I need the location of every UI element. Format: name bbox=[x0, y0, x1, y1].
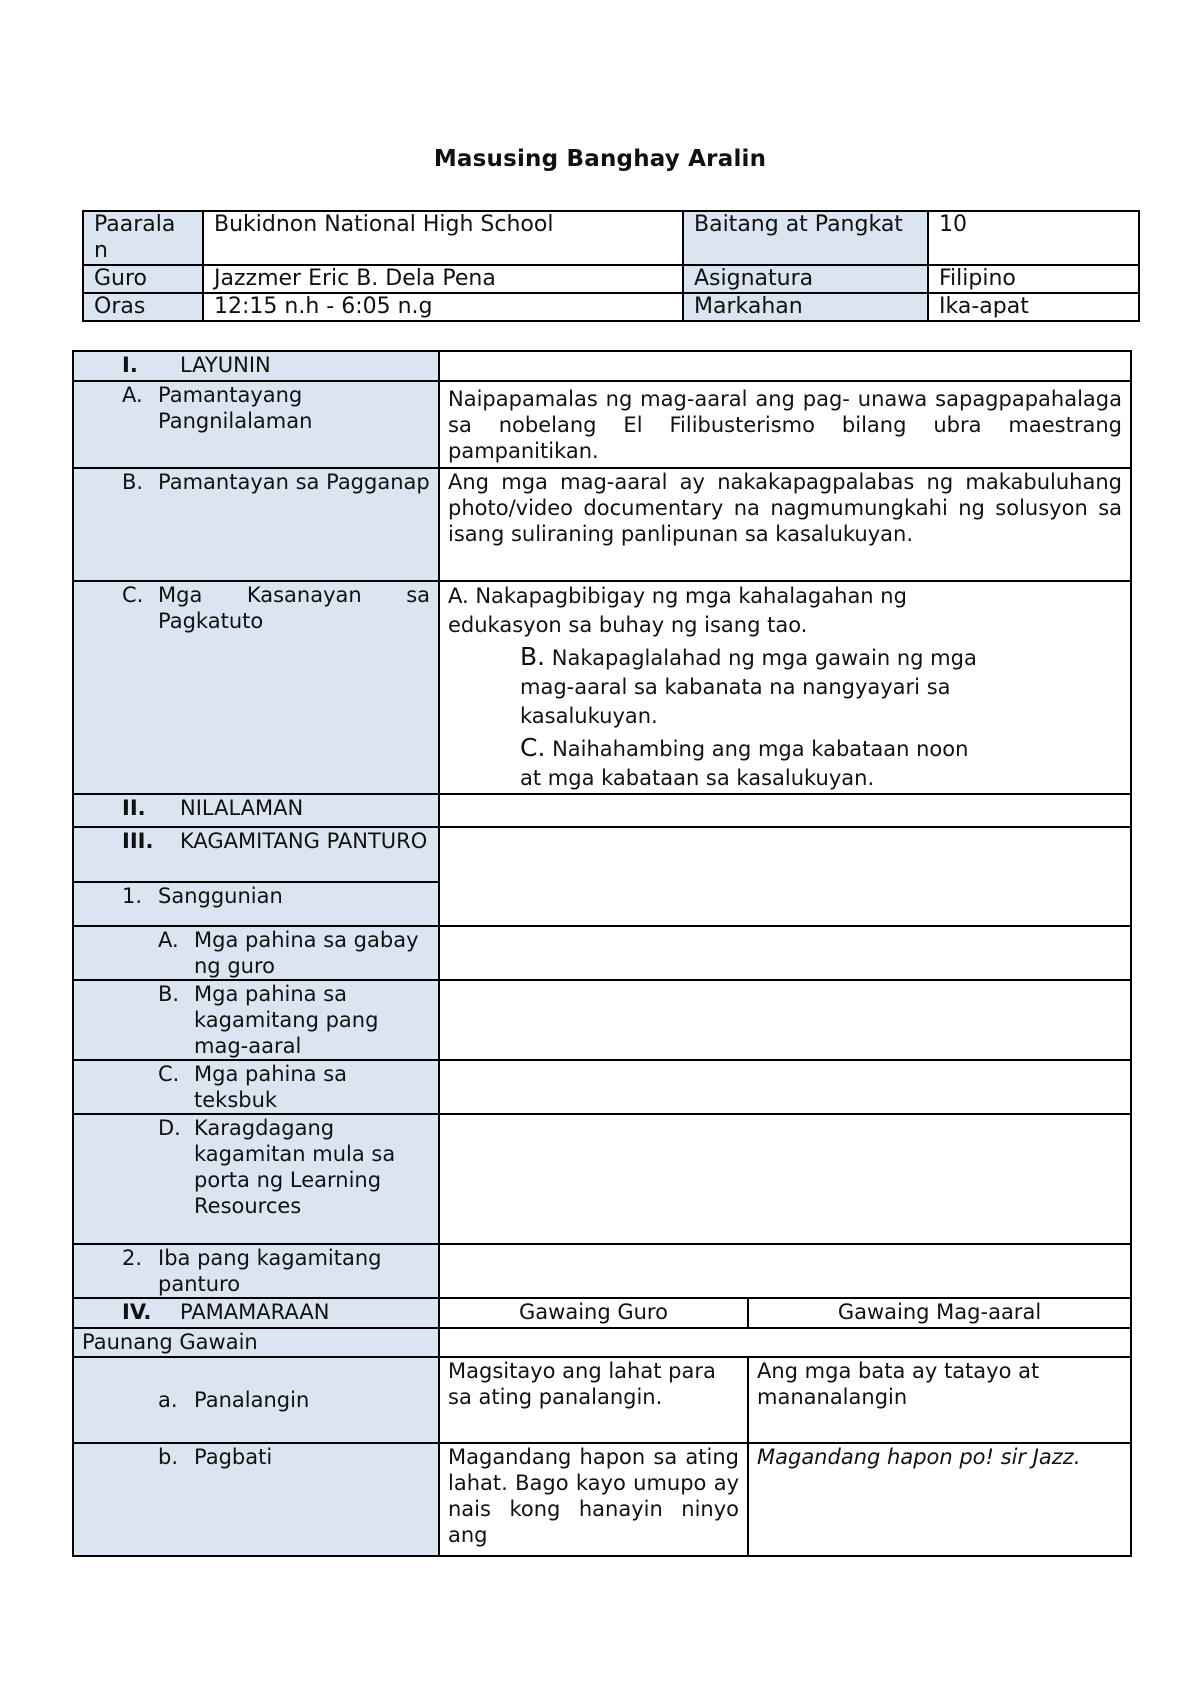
sanggunian-row: 1. Sanggunian bbox=[73, 882, 1131, 926]
section-title: LAYUNIN bbox=[180, 353, 271, 377]
prayer-student: Ang mga bata ay tatayo at mananalangin bbox=[748, 1357, 1131, 1443]
time-label: Oras bbox=[83, 293, 203, 321]
column-header-student: Gawaing Mag-aaral bbox=[748, 1298, 1131, 1328]
section-kagamitan-row: III. KAGAMITANG PANTURO bbox=[73, 827, 1131, 882]
grade-value: 10 bbox=[928, 211, 1139, 265]
document-title: Masusing Banghay Aralin bbox=[433, 146, 767, 172]
school-label: Paarala n bbox=[83, 211, 203, 265]
section-title: NILALAMAN bbox=[180, 796, 304, 820]
section-title: PAMAMARAAN bbox=[180, 1300, 330, 1324]
greeting-student: Magandang hapon po! sir Jazz. bbox=[748, 1443, 1131, 1556]
quarter-value: Ika-apat bbox=[928, 293, 1139, 321]
section-title: KAGAMITANG PANTURO bbox=[180, 829, 428, 853]
time-value: 12:15 n.h - 6:05 n.g bbox=[203, 293, 683, 321]
prayer-teacher: Magsitayo ang lahat para sa ating panalangin. bbox=[439, 1357, 748, 1443]
learning-competencies-row: C. Mga Kasanayan sa Pagkatuto A. Nakapagbibigay ng mga kahalagahan ng edukasyon sa buhay ng isang tao. B. Nakapaglalahad ng mga gawain ng mga mag-aaral sa kabanata na nangyayari sa kasalukuyan. C. Naihahambing ang mga kabataan noon at mga kabataan sa kasalukuyan. bbox=[73, 581, 1131, 794]
greeting-row: b. Pagbati Magandang hapon sa ating lahat. Bago kayo umupo ay nais kong hanayin ninyo ang Magandang hapon po! sir Jazz. bbox=[73, 1443, 1131, 1556]
prayer-label: Panalangin bbox=[194, 1388, 310, 1412]
other-materials-row: 2. Iba pang kagamitang panturo bbox=[73, 1244, 1131, 1298]
grade-label: Baitang at Pangkat bbox=[683, 211, 928, 265]
prayer-row: a. Panalangin Magsitayo ang lahat para sa ating panalangin. Ang mga bata ay tatayo at mananalangin bbox=[73, 1357, 1131, 1443]
competency-b: B. Nakapaglalahad ng mga gawain ng mga mag-aaral sa kabanata na nangyayari sa kasalukuyan. bbox=[520, 642, 977, 728]
column-header-teacher: Gawaing Guro bbox=[439, 1298, 748, 1328]
competencies-label: Mga Kasanayan sa Pagkatuto bbox=[158, 583, 430, 633]
performance-standard-label: Pamantayan sa Pagganap bbox=[158, 470, 430, 494]
school-value: Bukidnon National High School bbox=[203, 211, 683, 265]
preliminary-label: Paunang Gawain bbox=[73, 1328, 439, 1357]
header-info-table bbox=[82, 210, 1140, 322]
performance-standard-text: Ang mga mag-aaral ay nakakapagpalabas ng makabuluhang photo/video documentary na nagmumungkahi ng solusyon sa isang suliraning panlipunan sa kasalukuyan. bbox=[439, 468, 1131, 581]
lesson-plan-table bbox=[72, 350, 1132, 1557]
preliminary-row bbox=[73, 1328, 1131, 1357]
greeting-label: Pagbati bbox=[194, 1445, 273, 1469]
subject-label: Asignatura bbox=[683, 265, 928, 293]
teacher-guide-row: A. Mga pahina sa gabay ng guro bbox=[73, 926, 1131, 980]
content-standard-row: A. Pamantayang Pangnilalaman Naipapamalas ng mag-aaral ang pag- unawa sapagpapahalaga sa nobelang El Filibusterismo bilang ubra maestrang pampanitikan. bbox=[73, 381, 1131, 468]
section-pamamaraan-row: IV. PAMAMARAAN Gawaing Guro Gawaing Mag-aaral bbox=[73, 1298, 1131, 1328]
section-nilalaman-row: II. NILALAMAN bbox=[73, 794, 1131, 827]
greeting-teacher: Magandang hapon sa ating lahat. Bago kayo umupo ay nais kong hanayin ninyo ang bbox=[439, 1443, 748, 1556]
quarter-label: Markahan bbox=[683, 293, 928, 321]
textbook-row: C. Mga pahina sa teksbuk bbox=[73, 1060, 1131, 1114]
references-label: Sanggunian bbox=[158, 884, 283, 908]
competencies-text bbox=[439, 581, 1131, 794]
performance-standard-row: B. Pamantayan sa Pagganap Ang mga mag-aaral ay nakakapagpalabas ng makabuluhang photo/video documentary na nagmumungkahi ng solusyon sa isang suliraning panlipunan sa kasalukuyan. bbox=[73, 468, 1131, 581]
section-number: I. bbox=[122, 353, 138, 377]
section-layunin-row bbox=[73, 351, 1131, 381]
teacher-value: Jazzmer Eric B. Dela Pena bbox=[203, 265, 683, 293]
content-standard-label: Pamantayang Pangnilalaman bbox=[158, 383, 313, 433]
learner-materials-row: B. Mga pahina sa kagamitang pang mag-aaral bbox=[73, 980, 1131, 1060]
subject-value: Filipino bbox=[928, 265, 1139, 293]
lr-portal-row: D. Karagdagang kagamitan mula sa porta ng Learning Resources bbox=[73, 1114, 1131, 1244]
teacher-label: Guro bbox=[83, 265, 203, 293]
competency-a: A. Nakapagbibigay ng mga kahalagahan ng edukasyon sa buhay ng isang tao. bbox=[448, 584, 907, 637]
content-standard-text: Naipapamalas ng mag-aaral ang pag- unawa sapagpapahalaga sa nobelang El Filibusterismo bilang ubra maestrang pampanitikan. bbox=[439, 381, 1131, 468]
competency-c: C. Naihahambing ang mga kabataan noon at mga kabataan sa kasalukuyan. bbox=[520, 733, 969, 790]
